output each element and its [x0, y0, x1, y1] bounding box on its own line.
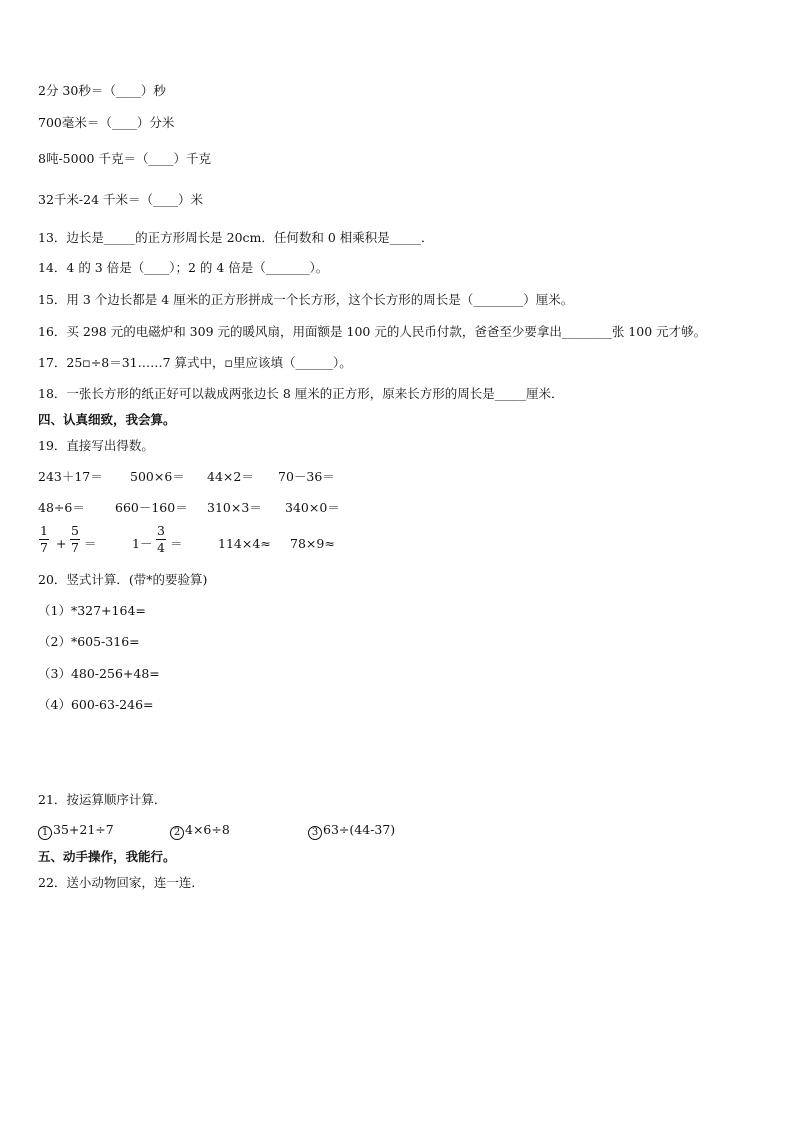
question-16: 16．买 298 元的电磁炉和 309 元的暖风扇，用面额是 100 元的人民币付款，爸爸至少要拿出________张 100 元才够。: [38, 324, 707, 339]
conversion-1: 2分 30秒＝（____）秒: [38, 83, 166, 98]
mental-item: 70－36＝: [278, 469, 335, 484]
vertical-calc-1: （1）*327+164=: [38, 603, 146, 618]
question-19: 19．直接写出得数。: [38, 438, 154, 453]
question-15: 15．用 3 个边长都是 4 厘米的正方形拼成一个长方形，这个长方形的周长是（________）厘米。: [38, 292, 574, 307]
question-21: 21．按运算顺序计算．: [38, 792, 167, 807]
vertical-calc-4: （4）600-63-246=: [38, 697, 154, 712]
vertical-calc-3: （3）480-256+48=: [38, 666, 160, 681]
fraction: 1 7: [40, 523, 48, 555]
order-calc-3: 3 63÷(44-37): [308, 822, 395, 840]
section-4-heading: 四、认真细致，我会算。: [38, 412, 176, 427]
section-5-heading: 五、动手操作，我能行。: [38, 849, 176, 864]
question-13: 13．边长是_____的正方形周长是 20cm．任何数和 0 相乘积是_____．: [38, 230, 434, 245]
order-calc-1: 1 35+21÷7: [38, 822, 114, 840]
mental-item: 500×6＝: [130, 469, 185, 484]
one-minus: 1－: [132, 536, 153, 551]
mental-item: 243＋17＝: [38, 469, 103, 484]
mental-item: 78×9≈: [290, 536, 335, 551]
equals-sign: ＝: [84, 536, 97, 551]
question-20: 20．竖式计算．(带*的要验算): [38, 572, 208, 587]
mental-item: 114×4≈: [218, 536, 271, 551]
circled-number: 2: [170, 826, 184, 840]
conversion-4: 32千米-24 千米＝（____）米: [38, 192, 204, 207]
conversion-3: 8吨-5000 千克＝（____）千克: [38, 151, 211, 166]
mental-item: 310×3＝: [207, 500, 262, 515]
question-22: 22．送小动物回家，连一连．: [38, 875, 204, 890]
circled-number: 1: [38, 826, 52, 840]
conversion-2: 700毫米＝（____）分米: [38, 115, 175, 130]
mental-item: 44×2＝: [207, 469, 254, 484]
mental-item: 340×0＝: [285, 500, 340, 515]
circled-number: 3: [308, 826, 322, 840]
question-14: 14．4 的 3 倍是（____）；2 的 4 倍是（_______）。: [38, 260, 329, 275]
question-18: 18．一张长方形的纸正好可以裁成两张边长 8 厘米的正方形，原来长方形的周长是_____厘米．: [38, 386, 564, 401]
fraction: 3 4: [157, 523, 165, 555]
mental-item: 660－160＝: [115, 500, 188, 515]
vertical-calc-2: （2）*605-316=: [38, 634, 140, 649]
order-calc-2: 2 4×6÷8: [170, 822, 230, 840]
mental-item: 48÷6＝: [38, 500, 85, 515]
fraction: 5 7: [71, 523, 79, 555]
equals-sign: ＝: [170, 536, 183, 551]
plus-sign: +: [56, 536, 67, 551]
question-17: 17．25▫÷8＝31……7 算式中，▫里应该填（______）。: [38, 355, 352, 370]
